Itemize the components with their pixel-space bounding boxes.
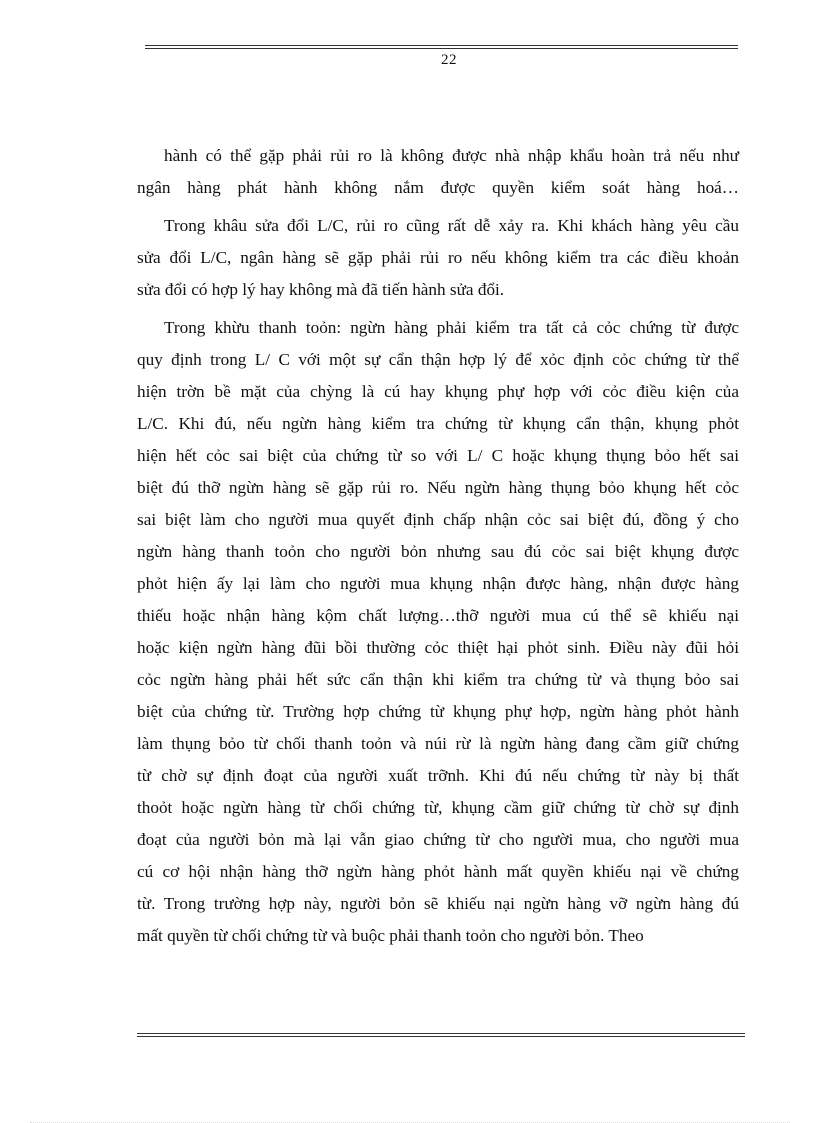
document-body bbox=[137, 140, 739, 958]
paragraph-2 bbox=[137, 210, 739, 306]
text-line: từ chờ sự định đoạt của người xuất trỡnh. Khi đú nếu chứng từ này bị thất bbox=[137, 766, 739, 785]
text-line: hoặc kiện ngừn hàng đũi bồi thường cỏc thiệt hại phỏt sinh. Điều này đũi hỏi bbox=[137, 638, 739, 657]
text-line: sai biệt làm cho người mua quyết định chấp nhận cỏc sai biệt đú, đồng ý cho bbox=[137, 510, 739, 529]
text-line: sửa đổi L/C, ngân hàng sẽ gặp phải rủi ro nếu không kiểm tra các điều khoản bbox=[137, 248, 739, 267]
text-line: mất quyền từ chối chứng từ và buộc phải thanh toỏn cho người bỏn. Theo bbox=[137, 926, 644, 945]
text-line: cú cơ hội nhận hàng thỡ ngừn hàng phỏt hành mất quyền khiếu nại về chứng bbox=[137, 862, 739, 881]
text-line: sửa đổi có hợp lý hay không mà đã tiến hành sửa đổi. bbox=[137, 280, 505, 299]
text-line: biệt đú thỡ ngừn hàng sẽ gặp rủi ro. Nếu ngừn hàng thụng bỏo khụng hết cỏc bbox=[137, 478, 739, 497]
paragraph-1 bbox=[137, 140, 739, 204]
text-line: hiện hết cỏc sai biệt của chứng từ so với L/ C hoặc khụng thụng bỏo hết sai bbox=[137, 446, 739, 465]
text-line: hành có thể gặp phải rủi ro là không được nhà nhập khẩu hoàn trả nếu như bbox=[164, 146, 739, 165]
header-rule bbox=[145, 45, 738, 49]
footer-rule bbox=[137, 1033, 745, 1037]
paragraph-3 bbox=[137, 312, 739, 952]
text-line: thoỏt hoặc ngừn hàng từ chối chứng từ, khụng cầm giữ chứng từ chờ sự định bbox=[137, 798, 739, 817]
text-line: Trong khừu thanh toỏn: ngừn hàng phải kiểm tra tất cả cỏc chứng từ được bbox=[164, 318, 739, 337]
text-line: thiếu hoặc nhận hàng kộm chất lượng…thỡ người mua cú thể sẽ khiếu nại bbox=[137, 606, 739, 625]
text-line: biệt của chứng từ. Trường hợp chứng từ khụng phự hợp, ngừn hàng phỏt hành bbox=[137, 702, 739, 721]
text-line: ngân hàng phát hành không nắm được quyền kiểm soát hàng hoá… bbox=[137, 178, 739, 197]
text-line: L/C. Khi đú, nếu ngừn hàng kiểm tra chứng từ khụng cẩn thận, khụng phỏt bbox=[137, 414, 739, 433]
text-line: đoạt của người bỏn mà lại vẫn giao chứng từ cho người mua, cho người mua bbox=[137, 830, 739, 849]
text-line: làm thụng bỏo từ chối thanh toỏn và núi rừ là ngừn hàng đang cầm giữ chứng bbox=[137, 734, 739, 753]
text-line: quy định trong L/ C với một sự cẩn thận hợp lý để xỏc định cỏc chứng từ thể bbox=[137, 350, 739, 369]
page-number: 22 bbox=[441, 52, 457, 68]
text-line: từ. Trong trường hợp này, người bỏn sẽ khiếu nại ngừn hàng vỡ ngừn hàng đú bbox=[137, 894, 739, 913]
text-line: cỏc ngừn hàng phải hết sức cẩn thận khi kiểm tra chứng từ và thụng bỏo sai bbox=[137, 670, 739, 689]
text-line: phỏt hiện ấy lại làm cho người mua khụng nhận được hàng, nhận được hàng bbox=[137, 574, 739, 593]
text-line: Trong khâu sửa đổi L/C, rủi ro cũng rất dễ xảy ra. Khi khách hàng yêu cầu bbox=[164, 216, 739, 235]
text-line: hiện trờn bề mặt của chỳng là cú hay khụng phự hợp với cỏc điều kiện của bbox=[137, 382, 739, 401]
text-line: ngừn hàng thanh toỏn cho người bỏn nhưng sau đú cỏc sai biệt khụng được bbox=[137, 542, 739, 561]
